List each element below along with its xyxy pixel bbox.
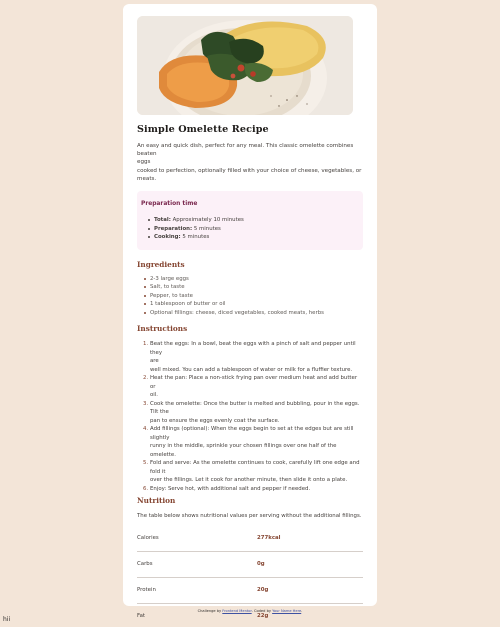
nutrition-row — [137, 552, 363, 578]
nutrition-value: 0g — [257, 561, 265, 568]
nutrition-row — [137, 604, 363, 627]
instructions-heading: Instructions — [137, 324, 188, 334]
intro-line: An easy and quick dish, perfect for any meal. This classic omelette combines beaten — [137, 143, 354, 158]
step-line: over the fillings. Let it cook for another minute, then slide it onto a plate. — [150, 477, 348, 484]
ingredient-item: Pepper, to taste — [143, 292, 363, 301]
step-line: runny in the middle, sprinkle your chosen fillings over one half of the omelette. — [150, 443, 337, 458]
nutrition-label: Calories — [137, 535, 159, 542]
corner-text: hii — [3, 616, 11, 623]
step-number: 4. — [143, 426, 149, 433]
nutrition-row — [137, 578, 363, 604]
step-number: 2. — [143, 375, 149, 382]
nutrition-intro: The table below shows nutritional values per serving without the additional fillings. — [137, 513, 362, 520]
ingredient-item: 2-3 large eggs — [143, 275, 363, 284]
ingredient-item: Optional fillings: cheese, diced vegetables, cooked meats, herbs — [143, 309, 363, 318]
step-line: Heat the pan: Place a non-stick frying pan over medium heat and add butter or — [150, 375, 358, 390]
omelette-photo-illustration — [137, 16, 353, 115]
nutrition-label: Fat — [137, 613, 146, 620]
intro-line: meats. — [137, 175, 157, 182]
instruction-step — [143, 340, 363, 374]
attribution-suffix: . — [301, 609, 303, 613]
nutrition-row — [137, 526, 363, 552]
prep-item — [147, 216, 359, 225]
intro-line: eggs — [137, 159, 151, 166]
nutrition-label: Protein — [137, 587, 156, 594]
nutrition-value: 20g — [257, 587, 269, 594]
step-line: Tilt the — [150, 409, 169, 416]
nutrition-value: 22g — [257, 613, 269, 620]
prep-item-label: Cooking: — [154, 234, 181, 241]
step-line: oil. — [150, 392, 159, 399]
ingredient-item: 1 tablespoon of butter or oil — [143, 300, 363, 309]
step-line: are — [150, 358, 159, 365]
step-line: well mixed. You can add a tablespoon of water or milk for a fluffier texture. — [150, 366, 353, 373]
frontend-mentor-link[interactable]: Frontend Mentor — [222, 609, 252, 613]
prep-item — [147, 233, 359, 242]
attribution-prefix: Challenge by — [197, 609, 223, 613]
nutrition-value: 277kcal — [257, 535, 281, 542]
nutrition-label: Carbs — [137, 561, 153, 568]
ingredients-list — [137, 275, 363, 318]
preparation-time-box — [137, 191, 363, 250]
prep-item — [147, 225, 359, 234]
attribution — [0, 609, 500, 613]
instruction-step — [143, 400, 363, 426]
instruction-step — [143, 459, 363, 485]
prep-item-label: Preparation: — [154, 225, 193, 232]
instructions-list — [137, 340, 363, 493]
prep-list — [141, 216, 359, 242]
step-number: 5. — [143, 460, 149, 467]
nutrition-heading: Nutrition — [137, 496, 176, 506]
prep-item-value: 5 minutes — [182, 234, 210, 241]
prep-item-value: Approximately 10 minutes — [172, 217, 244, 224]
prep-title: Preparation time — [141, 201, 198, 208]
step-line: fold it — [150, 468, 166, 475]
prep-item-value: 5 minutes — [193, 225, 221, 232]
ingredients-heading: Ingredients — [137, 259, 185, 269]
instruction-step — [143, 425, 363, 459]
recipe-intro — [137, 142, 363, 183]
step-line: Beat the eggs: In a bowl, beat the eggs with a pinch of salt and pepper until they — [150, 341, 356, 356]
instruction-step — [143, 485, 363, 494]
prep-item-label: Total: — [154, 217, 171, 224]
author-link[interactable]: Your Name Here — [272, 609, 302, 613]
step-line: slightly — [150, 434, 170, 441]
step-line: Fold and serve: As the omelette continues to cook, carefully lift one edge and — [150, 460, 360, 467]
step-line: Add fillings (optional): When the eggs begin to set at the edges but are still — [150, 426, 354, 433]
recipe-title: Simple Omelette Recipe — [137, 124, 269, 135]
ingredient-item: Salt, to taste — [143, 283, 363, 292]
omelette-image — [137, 16, 353, 115]
attribution-middle: . Coded by — [251, 609, 273, 613]
step-line: pan to ensure the eggs evenly coat the surface. — [150, 417, 280, 424]
step-number: 3. — [143, 400, 149, 407]
instruction-step — [143, 374, 363, 400]
step-number: 1. — [143, 341, 149, 348]
step-line: Cook the omelette: Once the butter is melted and bubbling, pour in the eggs. — [150, 400, 360, 407]
step-line: Enjoy: Serve hot, with additional salt and pepper if needed. — [150, 485, 311, 492]
intro-line: cooked to perfection, optionally filled with your choice of cheese, vegetables, or — [137, 167, 362, 174]
step-number: 6. — [143, 485, 149, 492]
